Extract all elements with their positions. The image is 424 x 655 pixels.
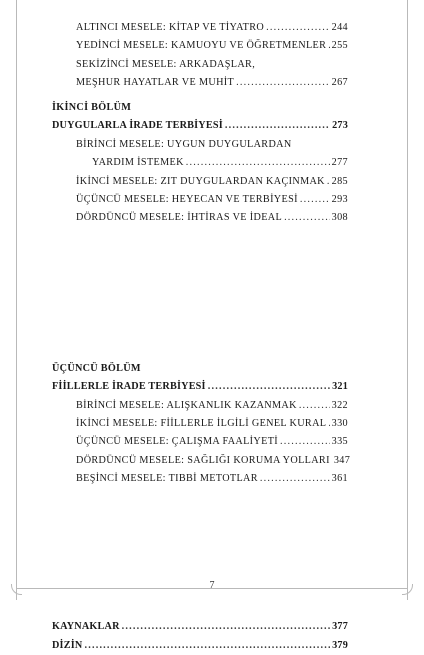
toc-entry-label: İKİNCİ MESELE: ZIT DUYGULARDAN KAÇINMAK: [76, 175, 325, 187]
toc-entry-label: ALTINCI MESELE: KİTAP VE TİYATRO: [76, 22, 265, 33]
dot-leader: [284, 209, 330, 227]
toc-entry-label: BİRİNCİ MESELE: ALIŞKANLIK KAZANMAK: [76, 399, 297, 411]
toc-heading-entry[interactable]: [52, 378, 348, 396]
page-border-right: [407, 0, 408, 600]
toc-entry[interactable]: [76, 191, 348, 209]
toc-heading-entry[interactable]: [52, 117, 348, 135]
toc-heading-page: 321: [332, 381, 348, 393]
table-of-contents: [52, 19, 351, 651]
toc-entry-page: 322: [331, 399, 348, 411]
section-title: İKİNCİ BÖLÜM: [52, 102, 132, 113]
toc-entry[interactable]: [76, 397, 348, 415]
toc-entry-page: 244: [331, 22, 348, 33]
dot-leader: [122, 618, 330, 636]
toc-entry-page: 335: [331, 436, 348, 448]
toc-heading-page: 377: [332, 621, 348, 633]
toc-entry[interactable]: [76, 433, 348, 451]
toc-heading-label: DİZİN: [52, 639, 83, 651]
dot-leader: [225, 117, 330, 135]
toc-entry-label: YEDİNCİ MESELE: KAMUOYU VE ÖĞRETMENLER: [76, 40, 327, 52]
toc-entry-label: MEŞHUR HAYATLAR VE MUHİT: [76, 77, 235, 89]
toc-entry-page: 308: [331, 212, 348, 224]
toc-heading-entry[interactable]: [52, 618, 348, 636]
toc-entry-page: 293: [331, 193, 348, 205]
toc-entry-page: 277: [331, 157, 348, 169]
page-border-left: [16, 0, 17, 600]
dot-leader: [186, 154, 330, 172]
toc-entry-label: BEŞİNCİ MESELE: TIBBİ METOTLAR: [76, 473, 258, 485]
toc-heading-label: KAYNAKLAR: [52, 621, 120, 633]
page-number: 7: [209, 580, 215, 591]
toc-heading-label: FİİLLERLE İRADE TERBİYESİ: [52, 381, 206, 393]
dot-leader: [236, 74, 330, 92]
dot-leader: [327, 173, 330, 191]
toc-entry-label: DÖRDÜNCÜ MESELE: İHTİRAS VE İDEAL: [76, 212, 283, 224]
dot-leader: [208, 378, 330, 396]
dot-leader: [299, 397, 330, 415]
toc-entry-page: 267: [331, 77, 348, 89]
toc-entry[interactable]: [76, 470, 348, 488]
toc-part3: [52, 360, 351, 489]
dot-leader: [328, 37, 329, 55]
toc-entry[interactable]: [76, 154, 348, 172]
toc-entry[interactable]: [76, 74, 348, 92]
toc-entry-label: YARDIM İSTEMEK: [92, 157, 184, 169]
toc-entry-page: 255: [331, 40, 348, 52]
toc-entry[interactable]: [76, 415, 348, 433]
toc-heading-entry[interactable]: [52, 637, 348, 655]
dot-leader: [280, 433, 330, 451]
toc-entry-page: 285: [331, 175, 348, 187]
toc-entry-label: DÖRDÜNCÜ MESELE: SAĞLIĞI KORUMA YOLLARI: [76, 454, 330, 466]
toc-entry[interactable]: [76, 452, 351, 470]
dot-leader: [260, 470, 330, 488]
toc-entry-page: 361: [331, 473, 348, 485]
toc-part2: [52, 99, 348, 228]
toc-subentries: [52, 136, 348, 228]
toc-entry[interactable]: [76, 173, 348, 191]
toc-entry-page: 347: [333, 454, 351, 466]
toc-subentries: [52, 397, 351, 489]
toc-entry-label: ÜÇÜNCÜ MESELE: ÇALIŞMA FAALİYETİ: [76, 436, 279, 448]
toc-entry[interactable]: [76, 19, 348, 37]
toc-entry[interactable]: [76, 37, 348, 55]
dot-leader: [300, 191, 330, 209]
toc-heading-label: DUYGULARLA İRADE TERBİYESİ: [52, 120, 223, 132]
toc-entry[interactable]: [76, 209, 348, 227]
toc-entry-label-line1[interactable]: BİRİNCİ MESELE: UYGUN DUYGULARDAN: [76, 138, 292, 150]
section-title: ÜÇÜNCÜ BÖLÜM: [52, 362, 141, 374]
toc-entry-label-line1[interactable]: SEKİZİNCİ MESELE: ARKADAŞLAR,: [76, 58, 256, 70]
toc-heading-page: 379: [332, 639, 348, 651]
dot-leader: [84, 637, 330, 655]
dot-leader: [266, 19, 330, 37]
toc-entry-label: ÜÇÜNCÜ MESELE: HEYECAN VE TERBİYESİ: [76, 193, 298, 205]
toc-entry-page: 330: [331, 417, 348, 429]
dot-leader: [328, 415, 329, 433]
toc-heading-page: 273: [332, 120, 348, 132]
toc-back-matter: [52, 618, 348, 655]
toc-part1: [76, 19, 348, 93]
toc-entry-label: İKİNCİ MESELE: FİİLLERLE İLGİLİ GENEL KURAL: [76, 417, 327, 429]
